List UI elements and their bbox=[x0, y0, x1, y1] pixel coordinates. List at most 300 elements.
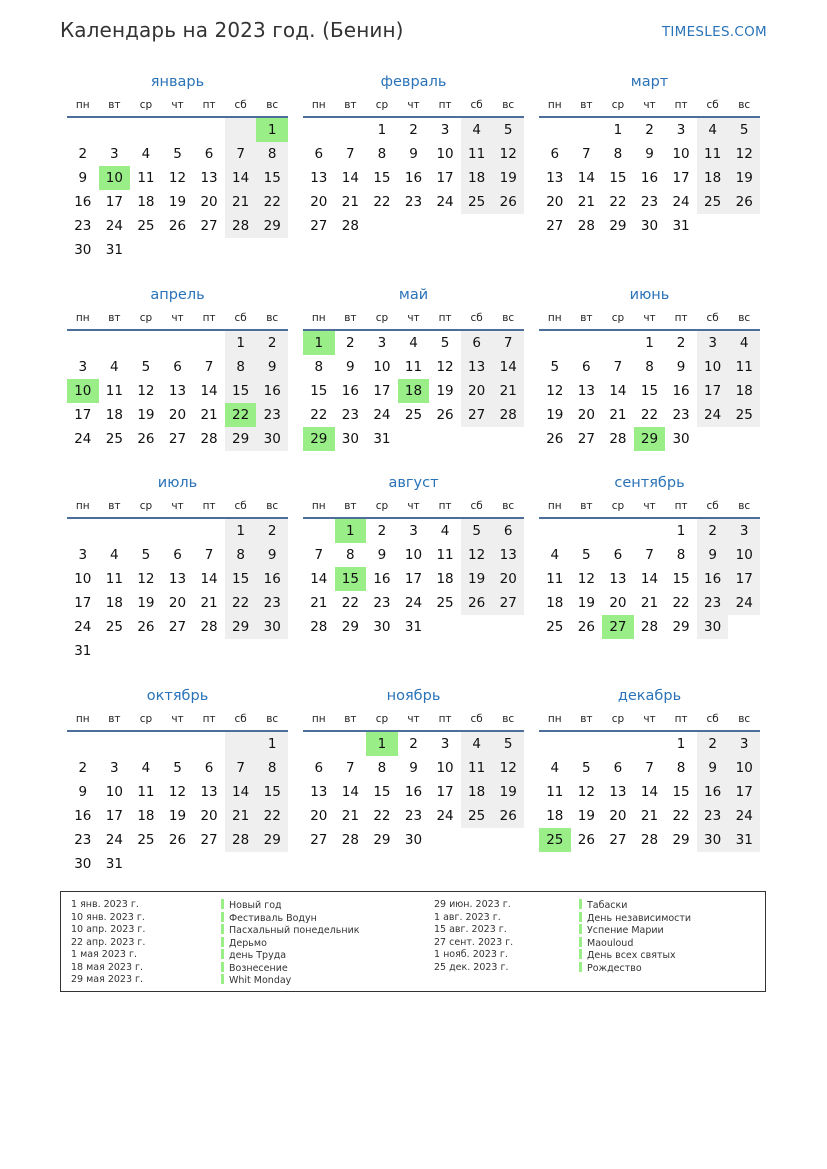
day-cell[interactable]: 1 bbox=[256, 732, 288, 756]
day-cell[interactable]: 18 bbox=[398, 379, 430, 403]
day-cell[interactable]: 2 bbox=[697, 732, 729, 756]
day-cell[interactable]: 27 bbox=[168, 431, 187, 447]
day-cell[interactable]: 19 bbox=[577, 595, 595, 611]
day-cell[interactable]: 16 bbox=[697, 567, 729, 591]
day-cell[interactable]: 1 bbox=[676, 736, 686, 752]
day-cell[interactable]: 14 bbox=[225, 166, 257, 190]
day-cell[interactable]: 13 bbox=[200, 170, 218, 186]
day-cell[interactable]: 1 bbox=[225, 331, 257, 355]
day-cell[interactable]: 27 bbox=[602, 615, 634, 639]
day-cell[interactable]: 2 bbox=[697, 519, 729, 543]
day-cell[interactable]: 24 bbox=[74, 431, 92, 447]
day-cell[interactable]: 13 bbox=[310, 170, 328, 186]
day-cell[interactable]: 28 bbox=[640, 619, 659, 635]
day-cell[interactable]: 14 bbox=[492, 355, 524, 379]
day-cell[interactable]: 27 bbox=[310, 832, 328, 848]
day-cell[interactable]: 6 bbox=[461, 331, 493, 355]
day-cell[interactable]: 2 bbox=[78, 146, 88, 162]
day-cell[interactable]: 11 bbox=[404, 359, 423, 375]
day-cell[interactable]: 4 bbox=[461, 732, 493, 756]
day-cell[interactable]: 22 bbox=[373, 194, 391, 210]
day-cell[interactable]: 20 bbox=[310, 808, 328, 824]
day-cell[interactable]: 15 bbox=[225, 379, 257, 403]
day-cell[interactable]: 24 bbox=[672, 194, 690, 210]
day-cell[interactable]: 9 bbox=[78, 784, 88, 800]
day-cell[interactable]: 3 bbox=[728, 732, 760, 756]
day-cell[interactable]: 24 bbox=[373, 407, 391, 423]
day-cell[interactable]: 14 bbox=[200, 571, 218, 587]
day-cell[interactable]: 26 bbox=[137, 431, 155, 447]
day-cell[interactable]: 22 bbox=[341, 595, 359, 611]
day-cell[interactable]: 19 bbox=[728, 166, 760, 190]
day-cell[interactable]: 23 bbox=[256, 403, 288, 427]
day-cell[interactable]: 26 bbox=[546, 431, 564, 447]
day-cell[interactable]: 15 bbox=[672, 571, 690, 587]
day-cell[interactable]: 29 bbox=[256, 214, 288, 238]
day-cell[interactable]: 9 bbox=[697, 543, 729, 567]
day-cell[interactable]: 20 bbox=[461, 379, 493, 403]
day-cell[interactable]: 21 bbox=[341, 194, 359, 210]
day-cell[interactable]: 1 bbox=[613, 122, 623, 138]
day-cell[interactable]: 28 bbox=[225, 828, 257, 852]
day-cell[interactable]: 19 bbox=[461, 567, 493, 591]
day-cell[interactable]: 23 bbox=[672, 407, 690, 423]
day-cell[interactable]: 19 bbox=[577, 808, 595, 824]
day-cell[interactable]: 3 bbox=[377, 335, 387, 351]
day-cell[interactable]: 25 bbox=[137, 218, 155, 234]
day-cell[interactable]: 20 bbox=[168, 595, 187, 611]
day-cell[interactable]: 1 bbox=[256, 118, 288, 142]
day-cell[interactable]: 23 bbox=[74, 832, 92, 848]
day-cell[interactable]: 28 bbox=[200, 431, 218, 447]
day-cell[interactable]: 5 bbox=[173, 146, 182, 162]
day-cell[interactable]: 15 bbox=[256, 166, 288, 190]
day-cell[interactable]: 1 bbox=[377, 122, 387, 138]
day-cell[interactable]: 12 bbox=[492, 756, 524, 780]
day-cell[interactable]: 13 bbox=[310, 784, 328, 800]
day-cell[interactable]: 20 bbox=[492, 567, 524, 591]
day-cell[interactable]: 2 bbox=[676, 335, 686, 351]
day-cell[interactable]: 22 bbox=[225, 403, 257, 427]
day-cell[interactable]: 14 bbox=[341, 170, 359, 186]
day-cell[interactable]: 21 bbox=[341, 808, 359, 824]
day-cell[interactable]: 10 bbox=[436, 760, 454, 776]
day-cell[interactable]: 18 bbox=[137, 194, 155, 210]
day-cell[interactable]: 19 bbox=[168, 194, 187, 210]
day-cell[interactable]: 21 bbox=[200, 595, 218, 611]
day-cell[interactable]: 6 bbox=[613, 547, 623, 563]
day-cell[interactable]: 9 bbox=[256, 355, 288, 379]
day-cell[interactable]: 13 bbox=[168, 571, 187, 587]
day-cell[interactable]: 27 bbox=[492, 591, 524, 615]
day-cell[interactable]: 2 bbox=[409, 736, 418, 752]
day-cell[interactable]: 30 bbox=[256, 615, 288, 639]
day-cell[interactable]: 11 bbox=[105, 383, 123, 399]
day-cell[interactable]: 8 bbox=[225, 355, 257, 379]
day-cell[interactable]: 10 bbox=[728, 543, 760, 567]
day-cell[interactable]: 1 bbox=[303, 331, 335, 355]
day-cell[interactable]: 15 bbox=[225, 567, 257, 591]
day-cell[interactable]: 7 bbox=[492, 331, 524, 355]
day-cell[interactable]: 17 bbox=[436, 170, 454, 186]
day-cell[interactable]: 6 bbox=[314, 146, 324, 162]
day-cell[interactable]: 22 bbox=[672, 595, 690, 611]
day-cell[interactable]: 28 bbox=[577, 218, 595, 234]
day-cell[interactable]: 8 bbox=[225, 543, 257, 567]
day-cell[interactable]: 22 bbox=[225, 591, 257, 615]
day-cell[interactable]: 21 bbox=[225, 190, 257, 214]
day-cell[interactable]: 2 bbox=[256, 331, 288, 355]
day-cell[interactable]: 7 bbox=[582, 146, 591, 162]
day-cell[interactable]: 6 bbox=[173, 359, 182, 375]
day-cell[interactable]: 17 bbox=[672, 170, 690, 186]
day-cell[interactable]: 25 bbox=[546, 619, 564, 635]
day-cell[interactable]: 31 bbox=[728, 828, 760, 852]
day-cell[interactable]: 13 bbox=[577, 383, 595, 399]
day-cell[interactable]: 14 bbox=[341, 784, 359, 800]
day-cell[interactable]: 26 bbox=[577, 832, 595, 848]
day-cell[interactable]: 12 bbox=[461, 543, 493, 567]
day-cell[interactable]: 13 bbox=[609, 784, 627, 800]
day-cell[interactable]: 14 bbox=[577, 170, 595, 186]
day-cell[interactable]: 31 bbox=[105, 242, 123, 258]
day-cell[interactable]: 29 bbox=[303, 427, 335, 451]
day-cell[interactable]: 28 bbox=[341, 218, 359, 234]
day-cell[interactable]: 14 bbox=[200, 383, 218, 399]
day-cell[interactable]: 11 bbox=[461, 142, 493, 166]
day-cell[interactable]: 16 bbox=[256, 379, 288, 403]
day-cell[interactable]: 25 bbox=[728, 403, 760, 427]
day-cell[interactable]: 7 bbox=[204, 547, 214, 563]
day-cell[interactable]: 1 bbox=[335, 519, 367, 543]
day-cell[interactable]: 16 bbox=[404, 170, 423, 186]
day-cell[interactable]: 8 bbox=[314, 359, 324, 375]
day-cell[interactable]: 19 bbox=[546, 407, 564, 423]
day-cell[interactable]: 23 bbox=[74, 218, 92, 234]
day-cell[interactable]: 20 bbox=[168, 407, 187, 423]
day-cell[interactable]: 17 bbox=[728, 567, 760, 591]
day-cell[interactable]: 2 bbox=[377, 523, 387, 539]
day-cell[interactable]: 30 bbox=[373, 619, 391, 635]
day-cell[interactable]: 22 bbox=[609, 194, 627, 210]
day-cell[interactable]: 15 bbox=[373, 170, 391, 186]
day-cell[interactable]: 6 bbox=[204, 760, 214, 776]
day-cell[interactable]: 8 bbox=[613, 146, 623, 162]
day-cell[interactable]: 5 bbox=[582, 547, 591, 563]
day-cell[interactable]: 18 bbox=[436, 571, 454, 587]
day-cell[interactable]: 25 bbox=[404, 407, 423, 423]
day-cell[interactable]: 8 bbox=[645, 359, 654, 375]
day-cell[interactable]: 21 bbox=[200, 407, 218, 423]
day-cell[interactable]: 20 bbox=[200, 808, 218, 824]
day-cell[interactable]: 19 bbox=[492, 166, 524, 190]
day-cell[interactable]: 22 bbox=[640, 407, 659, 423]
day-cell[interactable]: 12 bbox=[436, 359, 454, 375]
day-cell[interactable]: 16 bbox=[697, 780, 729, 804]
day-cell[interactable]: 30 bbox=[640, 218, 659, 234]
day-cell[interactable]: 21 bbox=[225, 804, 257, 828]
day-cell[interactable]: 15 bbox=[256, 780, 288, 804]
day-cell[interactable]: 29 bbox=[672, 832, 690, 848]
day-cell[interactable]: 25 bbox=[105, 619, 123, 635]
day-cell[interactable]: 6 bbox=[173, 547, 182, 563]
day-cell[interactable]: 2 bbox=[256, 519, 288, 543]
day-cell[interactable]: 26 bbox=[728, 190, 760, 214]
day-cell[interactable]: 24 bbox=[436, 194, 454, 210]
day-cell[interactable]: 17 bbox=[373, 383, 391, 399]
day-cell[interactable]: 21 bbox=[310, 595, 328, 611]
day-cell[interactable]: 18 bbox=[105, 407, 123, 423]
day-cell[interactable]: 14 bbox=[225, 780, 257, 804]
day-cell[interactable]: 26 bbox=[168, 218, 187, 234]
day-cell[interactable]: 4 bbox=[461, 118, 493, 142]
day-cell[interactable]: 20 bbox=[577, 407, 595, 423]
day-cell[interactable]: 15 bbox=[640, 383, 659, 399]
day-cell[interactable]: 17 bbox=[105, 194, 123, 210]
day-cell[interactable]: 31 bbox=[404, 619, 423, 635]
day-cell[interactable]: 9 bbox=[377, 547, 387, 563]
day-cell[interactable]: 7 bbox=[204, 359, 214, 375]
day-cell[interactable]: 8 bbox=[377, 760, 387, 776]
day-cell[interactable]: 8 bbox=[676, 760, 686, 776]
day-cell[interactable]: 15 bbox=[335, 567, 367, 591]
day-cell[interactable]: 10 bbox=[672, 146, 690, 162]
day-cell[interactable]: 21 bbox=[609, 407, 627, 423]
day-cell[interactable]: 29 bbox=[609, 218, 627, 234]
day-cell[interactable]: 27 bbox=[546, 218, 564, 234]
day-cell[interactable]: 19 bbox=[436, 383, 454, 399]
day-cell[interactable]: 30 bbox=[74, 242, 92, 258]
day-cell[interactable]: 4 bbox=[110, 359, 119, 375]
day-cell[interactable]: 1 bbox=[676, 523, 686, 539]
day-cell[interactable]: 21 bbox=[492, 379, 524, 403]
day-cell[interactable]: 20 bbox=[200, 194, 218, 210]
day-cell[interactable]: 23 bbox=[404, 194, 423, 210]
day-cell[interactable]: 30 bbox=[256, 427, 288, 451]
day-cell[interactable]: 5 bbox=[492, 732, 524, 756]
day-cell[interactable]: 27 bbox=[461, 403, 493, 427]
day-cell[interactable]: 3 bbox=[78, 359, 88, 375]
day-cell[interactable]: 12 bbox=[168, 784, 187, 800]
day-cell[interactable]: 21 bbox=[640, 595, 659, 611]
day-cell[interactable]: 11 bbox=[728, 355, 760, 379]
day-cell[interactable]: 23 bbox=[404, 808, 423, 824]
day-cell[interactable]: 7 bbox=[314, 547, 324, 563]
day-cell[interactable]: 27 bbox=[200, 218, 218, 234]
day-cell[interactable]: 9 bbox=[346, 359, 355, 375]
day-cell[interactable]: 5 bbox=[173, 760, 182, 776]
day-cell[interactable]: 8 bbox=[676, 547, 686, 563]
day-cell[interactable]: 27 bbox=[310, 218, 328, 234]
day-cell[interactable]: 17 bbox=[404, 571, 423, 587]
day-cell[interactable]: 10 bbox=[697, 355, 729, 379]
brand-link[interactable]: TIMESLES.COM bbox=[661, 24, 767, 40]
day-cell[interactable]: 29 bbox=[341, 619, 359, 635]
day-cell[interactable]: 13 bbox=[492, 543, 524, 567]
day-cell[interactable]: 27 bbox=[200, 832, 218, 848]
day-cell[interactable]: 26 bbox=[461, 591, 493, 615]
day-cell[interactable]: 10 bbox=[404, 547, 423, 563]
day-cell[interactable]: 29 bbox=[634, 427, 666, 451]
day-cell[interactable]: 31 bbox=[373, 431, 391, 447]
day-cell[interactable]: 11 bbox=[546, 571, 564, 587]
day-cell[interactable]: 27 bbox=[168, 619, 187, 635]
day-cell[interactable]: 21 bbox=[640, 808, 659, 824]
day-cell[interactable]: 26 bbox=[577, 619, 595, 635]
day-cell[interactable]: 15 bbox=[310, 383, 328, 399]
day-cell[interactable]: 16 bbox=[341, 383, 359, 399]
day-cell[interactable]: 18 bbox=[728, 379, 760, 403]
day-cell[interactable]: 28 bbox=[310, 619, 328, 635]
day-cell[interactable]: 24 bbox=[105, 218, 123, 234]
day-cell[interactable]: 19 bbox=[137, 407, 155, 423]
day-cell[interactable]: 31 bbox=[672, 218, 690, 234]
day-cell[interactable]: 25 bbox=[697, 190, 729, 214]
day-cell[interactable]: 28 bbox=[492, 403, 524, 427]
day-cell[interactable]: 22 bbox=[672, 808, 690, 824]
day-cell[interactable]: 26 bbox=[492, 804, 524, 828]
day-cell[interactable]: 5 bbox=[440, 335, 450, 351]
day-cell[interactable]: 22 bbox=[256, 804, 288, 828]
day-cell[interactable]: 3 bbox=[110, 146, 119, 162]
day-cell[interactable]: 3 bbox=[409, 523, 418, 539]
day-cell[interactable]: 6 bbox=[582, 359, 591, 375]
day-cell[interactable]: 17 bbox=[436, 784, 454, 800]
day-cell[interactable]: 18 bbox=[546, 595, 564, 611]
day-cell[interactable]: 10 bbox=[74, 571, 92, 587]
day-cell[interactable]: 20 bbox=[609, 808, 627, 824]
day-cell[interactable]: 26 bbox=[436, 407, 454, 423]
day-cell[interactable]: 25 bbox=[137, 832, 155, 848]
day-cell[interactable]: 7 bbox=[346, 760, 355, 776]
day-cell[interactable]: 8 bbox=[256, 142, 288, 166]
day-cell[interactable]: 9 bbox=[409, 760, 418, 776]
day-cell[interactable]: 9 bbox=[676, 359, 686, 375]
day-cell[interactable]: 25 bbox=[461, 804, 493, 828]
day-cell[interactable]: 11 bbox=[461, 756, 493, 780]
day-cell[interactable]: 31 bbox=[74, 643, 92, 659]
day-cell[interactable]: 29 bbox=[225, 427, 257, 451]
day-cell[interactable]: 4 bbox=[110, 547, 119, 563]
day-cell[interactable]: 16 bbox=[256, 567, 288, 591]
day-cell[interactable]: 4 bbox=[440, 523, 450, 539]
day-cell[interactable]: 6 bbox=[492, 519, 524, 543]
day-cell[interactable]: 16 bbox=[404, 784, 423, 800]
day-cell[interactable]: 30 bbox=[341, 431, 359, 447]
day-cell[interactable]: 2 bbox=[346, 335, 355, 351]
day-cell[interactable]: 5 bbox=[550, 359, 560, 375]
day-cell[interactable]: 12 bbox=[577, 784, 595, 800]
day-cell[interactable]: 24 bbox=[728, 804, 760, 828]
day-cell[interactable]: 7 bbox=[225, 756, 257, 780]
day-cell[interactable]: 26 bbox=[168, 832, 187, 848]
day-cell[interactable]: 8 bbox=[256, 756, 288, 780]
day-cell[interactable]: 11 bbox=[137, 170, 155, 186]
day-cell[interactable]: 2 bbox=[78, 760, 88, 776]
day-cell[interactable]: 20 bbox=[546, 194, 564, 210]
day-cell[interactable]: 5 bbox=[728, 118, 760, 142]
day-cell[interactable]: 10 bbox=[728, 756, 760, 780]
day-cell[interactable]: 12 bbox=[728, 142, 760, 166]
day-cell[interactable]: 2 bbox=[409, 122, 418, 138]
day-cell[interactable]: 27 bbox=[577, 431, 595, 447]
day-cell[interactable]: 25 bbox=[461, 190, 493, 214]
day-cell[interactable]: 17 bbox=[105, 808, 123, 824]
day-cell[interactable]: 13 bbox=[461, 355, 493, 379]
day-cell[interactable]: 3 bbox=[440, 122, 450, 138]
day-cell[interactable]: 12 bbox=[137, 383, 155, 399]
day-cell[interactable]: 17 bbox=[74, 407, 92, 423]
day-cell[interactable]: 11 bbox=[105, 571, 123, 587]
day-cell[interactable]: 5 bbox=[492, 118, 524, 142]
day-cell[interactable]: 4 bbox=[728, 331, 760, 355]
day-cell[interactable]: 16 bbox=[74, 808, 92, 824]
day-cell[interactable]: 30 bbox=[697, 828, 729, 852]
day-cell[interactable]: 9 bbox=[78, 170, 88, 186]
day-cell[interactable]: 10 bbox=[436, 146, 454, 162]
day-cell[interactable]: 30 bbox=[672, 431, 690, 447]
day-cell[interactable]: 8 bbox=[377, 146, 387, 162]
day-cell[interactable]: 6 bbox=[314, 760, 324, 776]
day-cell[interactable]: 9 bbox=[256, 543, 288, 567]
day-cell[interactable]: 11 bbox=[137, 784, 155, 800]
day-cell[interactable]: 30 bbox=[404, 832, 423, 848]
day-cell[interactable]: 24 bbox=[404, 595, 423, 611]
day-cell[interactable]: 10 bbox=[105, 784, 123, 800]
day-cell[interactable]: 13 bbox=[609, 571, 627, 587]
day-cell[interactable]: 11 bbox=[436, 547, 454, 563]
day-cell[interactable]: 29 bbox=[225, 615, 257, 639]
day-cell[interactable]: 12 bbox=[577, 571, 595, 587]
day-cell[interactable]: 29 bbox=[256, 828, 288, 852]
day-cell[interactable]: 3 bbox=[728, 519, 760, 543]
day-cell[interactable]: 23 bbox=[373, 595, 391, 611]
day-cell[interactable]: 22 bbox=[373, 808, 391, 824]
day-cell[interactable]: 9 bbox=[409, 146, 418, 162]
day-cell[interactable]: 5 bbox=[582, 760, 591, 776]
day-cell[interactable]: 3 bbox=[676, 122, 686, 138]
day-cell[interactable]: 25 bbox=[105, 431, 123, 447]
day-cell[interactable]: 28 bbox=[609, 431, 627, 447]
day-cell[interactable]: 3 bbox=[440, 736, 450, 752]
day-cell[interactable]: 12 bbox=[168, 170, 187, 186]
day-cell[interactable]: 14 bbox=[609, 383, 627, 399]
day-cell[interactable]: 7 bbox=[346, 146, 355, 162]
day-cell[interactable]: 16 bbox=[373, 571, 391, 587]
day-cell[interactable]: 28 bbox=[200, 619, 218, 635]
day-cell[interactable]: 6 bbox=[613, 760, 623, 776]
day-cell[interactable]: 14 bbox=[640, 571, 659, 587]
day-cell[interactable]: 9 bbox=[697, 756, 729, 780]
day-cell[interactable]: 3 bbox=[78, 547, 88, 563]
day-cell[interactable]: 26 bbox=[492, 190, 524, 214]
day-cell[interactable]: 20 bbox=[609, 595, 627, 611]
day-cell[interactable]: 5 bbox=[141, 547, 151, 563]
day-cell[interactable]: 4 bbox=[550, 760, 560, 776]
day-cell[interactable]: 7 bbox=[645, 547, 654, 563]
day-cell[interactable]: 24 bbox=[105, 832, 123, 848]
day-cell[interactable]: 9 bbox=[645, 146, 654, 162]
day-cell[interactable]: 16 bbox=[74, 194, 92, 210]
day-cell[interactable]: 16 bbox=[640, 170, 659, 186]
day-cell[interactable]: 7 bbox=[645, 760, 654, 776]
day-cell[interactable]: 2 bbox=[645, 122, 654, 138]
day-cell[interactable]: 18 bbox=[697, 166, 729, 190]
day-cell[interactable]: 4 bbox=[697, 118, 729, 142]
day-cell[interactable]: 12 bbox=[137, 571, 155, 587]
day-cell[interactable]: 10 bbox=[373, 359, 391, 375]
day-cell[interactable]: 28 bbox=[341, 832, 359, 848]
